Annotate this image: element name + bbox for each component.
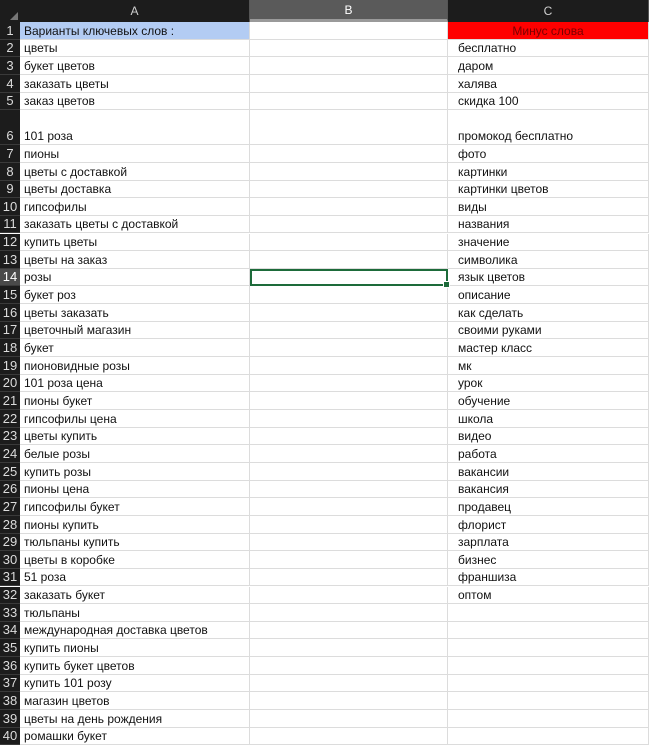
row-header[interactable]: 25 [0,463,20,481]
cell-c[interactable]: халява [448,75,649,93]
row-header[interactable]: 15 [0,286,20,304]
cell-c[interactable] [448,657,649,675]
sheet-row [0,410,649,428]
cell-a[interactable]: купить 101 розу [20,675,250,693]
cell-c[interactable]: картинки [448,163,649,181]
cell-c[interactable]: язык цветов [448,269,649,287]
cell-c[interactable] [448,639,649,657]
sheet-row [0,498,649,516]
sheet-row [0,57,649,75]
sheet-row [0,516,649,534]
sheet-row [0,163,649,181]
cell-b[interactable] [250,40,448,58]
cell-c[interactable]: названия [448,216,649,234]
cell-a[interactable]: 51 роза [20,569,250,587]
cell-c[interactable] [448,622,649,640]
cell-c[interactable]: урок [448,375,649,393]
cell-a[interactable]: 101 роза цена [20,375,250,393]
cell-a[interactable]: заказ цветов [20,93,250,111]
cell-a[interactable]: купить розы [20,463,250,481]
cell-c[interactable]: виды [448,198,649,216]
cell-b[interactable] [250,498,448,516]
column-header-c[interactable]: C [448,0,649,22]
row-header[interactable]: 24 [0,445,20,463]
cell-c[interactable]: Минус слова [448,22,649,40]
cell-b[interactable] [250,569,448,587]
cell-b[interactable] [250,234,448,252]
sheet-row [0,286,649,304]
row-header[interactable]: 32 [0,587,20,605]
sheet-row [0,463,649,481]
cell-a[interactable]: гипсофилы букет [20,498,250,516]
cell-b[interactable] [250,639,448,657]
sheet-row [0,110,649,145]
cell-b[interactable] [250,728,448,745]
column-header-a[interactable]: A [20,0,250,22]
cell-c[interactable]: картинки цветов [448,181,649,199]
cell-a[interactable]: букет цветов [20,57,250,75]
sheet-row [0,445,649,463]
sheet-row [0,657,649,675]
cell-c[interactable]: вакансия [448,481,649,499]
sheet-row [0,675,649,693]
cell-b[interactable] [250,516,448,534]
cell-a[interactable]: Варианты ключевых слов : [20,22,250,40]
row-header[interactable]: 12 [0,234,20,252]
cell-c[interactable]: оптом [448,587,649,605]
sheet-row [0,234,649,252]
sheet-row [0,357,649,375]
sheet-row [0,639,649,657]
cell-b[interactable] [250,322,448,340]
cell-a[interactable]: цветочный магазин [20,322,250,340]
cell-c[interactable] [448,692,649,710]
sheet-row [0,710,649,728]
sheet-row [0,392,649,410]
cell-a[interactable]: пионы купить [20,516,250,534]
sheet-row [0,269,649,287]
cell-a[interactable]: 101 роза [20,110,250,145]
cell-a[interactable]: цветы [20,40,250,58]
row-header[interactable]: 17 [0,322,20,340]
cell-b[interactable] [250,675,448,693]
sheet-row [0,728,649,745]
cell-a[interactable]: гипсофилы цена [20,410,250,428]
column-header-b[interactable]: B [250,0,448,22]
sheet-row [0,216,649,234]
row-header[interactable]: 2 [0,40,20,58]
row-header[interactable]: 11 [0,216,20,234]
cell-a[interactable]: букет роз [20,286,250,304]
cell-b[interactable] [250,551,448,569]
selected-cell[interactable] [250,269,448,287]
cell-b[interactable] [250,534,448,552]
cell-b[interactable] [250,463,448,481]
row-header[interactable]: 39 [0,710,20,728]
cell-c[interactable]: промокод бесплатно [448,110,649,145]
cell-a[interactable]: белые розы [20,445,250,463]
cell-a[interactable]: тюльпаны купить [20,534,250,552]
row-header[interactable]: 36 [0,657,20,675]
row-header[interactable]: 3 [0,57,20,75]
cell-b[interactable] [250,657,448,675]
sheet-row [0,145,649,163]
cell-c[interactable]: значение [448,234,649,252]
row-header[interactable]: 20 [0,375,20,393]
row-header[interactable]: 38 [0,692,20,710]
cell-a[interactable]: гипсофилы [20,198,250,216]
cell-c[interactable]: фото [448,145,649,163]
sheet-row [0,551,649,569]
cell-a[interactable]: заказать цветы с доставкой [20,216,250,234]
cell-b[interactable] [250,145,448,163]
row-header[interactable]: 26 [0,481,20,499]
cell-c[interactable]: своими руками [448,322,649,340]
cell-b[interactable] [250,251,448,269]
cell-a[interactable]: букет [20,339,250,357]
cell-c[interactable] [448,675,649,693]
sheet-row [0,534,649,552]
cell-c[interactable]: символика [448,251,649,269]
cell-c[interactable] [448,710,649,728]
cell-b[interactable] [250,198,448,216]
cell-c[interactable]: скидка 100 [448,93,649,111]
sheet-row [0,622,649,640]
cell-c[interactable]: обучение [448,392,649,410]
cell-c[interactable]: бизнес [448,551,649,569]
row-header[interactable]: 6 [0,110,20,145]
cell-c[interactable]: даром [448,57,649,75]
row-header[interactable]: 33 [0,604,20,622]
cell-b[interactable] [250,445,448,463]
sheet-row [0,75,649,93]
cell-c[interactable]: видео [448,428,649,446]
cell-b[interactable] [250,216,448,234]
cell-b[interactable] [250,75,448,93]
cell-a[interactable]: магазин цветов [20,692,250,710]
cell-c[interactable]: описание [448,286,649,304]
fill-handle[interactable] [443,281,450,288]
sheet-row [0,375,649,393]
row-header[interactable]: 35 [0,639,20,657]
cell-b[interactable] [250,357,448,375]
select-all-corner[interactable] [0,0,21,22]
cell-a[interactable]: цветы заказать [20,304,250,322]
cell-c[interactable]: бесплатно [448,40,649,58]
row-header[interactable]: 19 [0,357,20,375]
row-header[interactable]: 30 [0,551,20,569]
row-header[interactable]: 10 [0,198,20,216]
cell-b[interactable] [250,110,448,145]
cell-b[interactable] [250,604,448,622]
cell-b[interactable] [250,710,448,728]
cell-a[interactable]: заказать букет [20,587,250,605]
cell-a[interactable]: пионы [20,145,250,163]
cell-b[interactable] [250,57,448,75]
row-header[interactable]: 22 [0,410,20,428]
row-header[interactable]: 29 [0,534,20,552]
cell-b[interactable] [250,93,448,111]
row-header[interactable]: 1 [0,22,20,40]
cell-a[interactable]: цветы на заказ [20,251,250,269]
sheet-row [0,40,649,58]
row-header[interactable]: 27 [0,498,20,516]
sheet-row [0,198,649,216]
cell-a[interactable]: розы [20,269,250,287]
cell-b[interactable] [250,286,448,304]
row-header[interactable]: 31 [0,569,20,587]
cell-a[interactable]: пионы букет [20,392,250,410]
cell-a[interactable]: цветы доставка [20,181,250,199]
cell-a[interactable]: пионовидные розы [20,357,250,375]
cell-a[interactable]: купить цветы [20,234,250,252]
sheet-row [0,692,649,710]
row-header[interactable]: 7 [0,145,20,163]
cell-a[interactable]: тюльпаны [20,604,250,622]
sheet-row [0,93,649,111]
sheet-row [0,181,649,199]
sheet-row [0,604,649,622]
cell-b[interactable] [250,410,448,428]
cell-b[interactable] [250,587,448,605]
row-header[interactable]: 8 [0,163,20,181]
row-header[interactable]: 4 [0,75,20,93]
sheet-row [0,569,649,587]
cell-c[interactable] [448,728,649,745]
cell-b[interactable] [250,428,448,446]
cell-a[interactable]: пионы цена [20,481,250,499]
cell-a[interactable]: цветы купить [20,428,250,446]
cell-b[interactable] [250,375,448,393]
row-header[interactable]: 13 [0,251,20,269]
cell-b[interactable] [250,339,448,357]
cell-c[interactable]: работа [448,445,649,463]
sheet-row [0,587,649,605]
cell-b[interactable] [250,304,448,322]
sheet-row [0,481,649,499]
cell-c[interactable]: франшиза [448,569,649,587]
cell-b[interactable] [250,163,448,181]
row-header[interactable]: 28 [0,516,20,534]
cell-c[interactable]: зарплата [448,534,649,552]
sheet-row [0,304,649,322]
sheet-row [0,251,649,269]
sheet-row [0,339,649,357]
cell-a[interactable]: цветы на день рождения [20,710,250,728]
cell-c[interactable] [448,604,649,622]
row-header[interactable]: 37 [0,675,20,693]
cell-a[interactable]: купить пионы [20,639,250,657]
cell-c[interactable]: мк [448,357,649,375]
sheet-row [0,22,649,40]
cell-b[interactable] [250,622,448,640]
cell-a[interactable]: ромашки букет [20,728,250,745]
cell-a[interactable]: заказать цветы [20,75,250,93]
cell-a[interactable]: международная доставка цветов [20,622,250,640]
cell-b[interactable] [250,692,448,710]
cell-c[interactable]: продавец [448,498,649,516]
row-header[interactable]: 14 [0,269,20,287]
cell-a[interactable]: цветы с доставкой [20,163,250,181]
cell-c[interactable]: школа [448,410,649,428]
row-header[interactable]: 40 [0,728,20,745]
cell-a[interactable]: купить букет цветов [20,657,250,675]
row-header[interactable]: 16 [0,304,20,322]
cell-c[interactable]: как сделать [448,304,649,322]
row-header[interactable]: 18 [0,339,20,357]
cell-c[interactable]: мастер класс [448,339,649,357]
row-header[interactable]: 34 [0,622,20,640]
row-header[interactable]: 9 [0,181,20,199]
row-header[interactable]: 21 [0,392,20,410]
cell-b[interactable] [250,22,448,40]
cell-b[interactable] [250,392,448,410]
cell-a[interactable]: цветы в коробке [20,551,250,569]
cell-c[interactable]: вакансии [448,463,649,481]
row-header[interactable]: 5 [0,93,20,111]
cell-c[interactable]: флорист [448,516,649,534]
row-header[interactable]: 23 [0,428,20,446]
cell-b[interactable] [250,481,448,499]
sheet-row [0,428,649,446]
sheet-row [0,322,649,340]
cell-b[interactable] [250,181,448,199]
